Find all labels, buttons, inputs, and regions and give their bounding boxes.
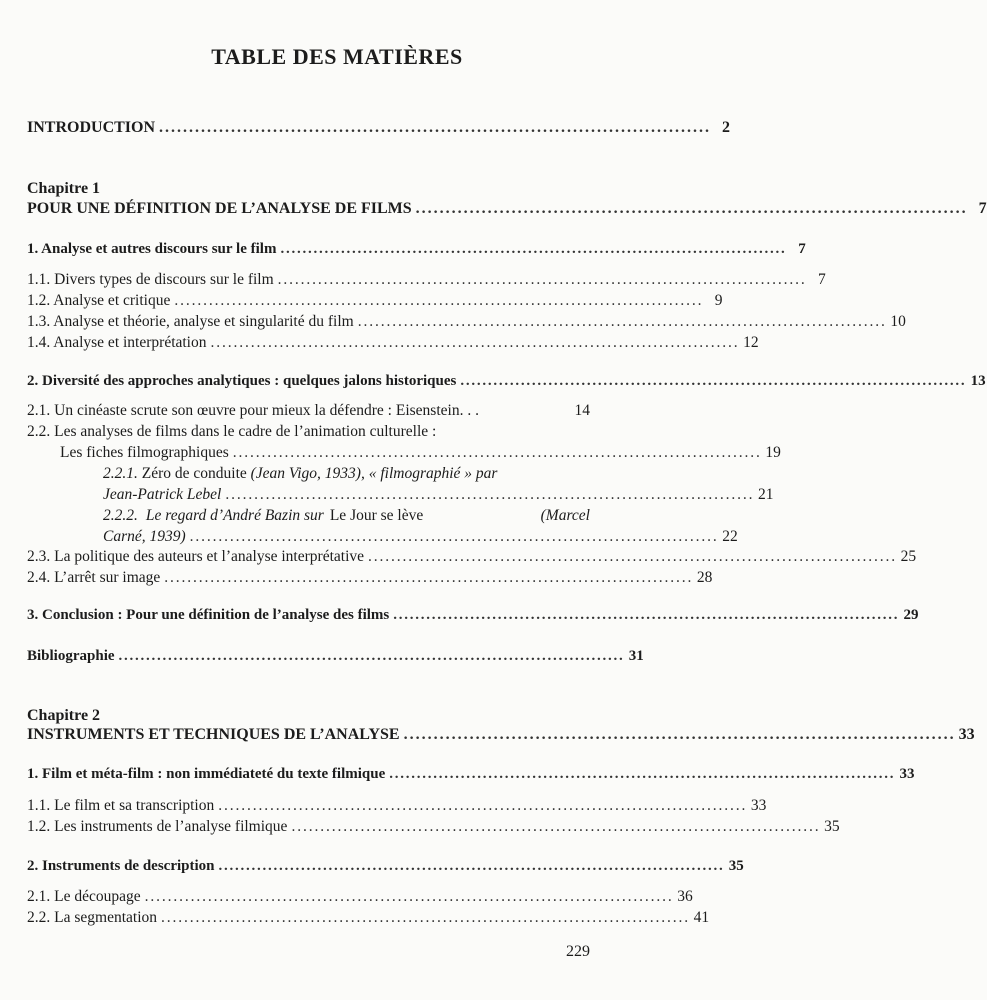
toc-entry-label: Jean-Patrick Lebel xyxy=(103,486,222,503)
toc-entry-page: 21 xyxy=(757,486,774,503)
toc-entry-label: 2.2. La segmentation xyxy=(27,909,157,926)
toc-subsection-line1: 2.2. Les analyses de films dans le cadre de l’animation culturelle : xyxy=(27,423,437,440)
toc-entry-page: 41 xyxy=(693,909,710,926)
toc-entry-label: POUR UNE DÉFINITION DE L’ANALYSE DE FILMS xyxy=(27,200,412,217)
toc-subsection xyxy=(27,569,713,587)
toc-entry-page: 7 xyxy=(978,200,987,217)
toc-entry-page: 25 xyxy=(900,548,917,565)
toc-entry-page: 13 xyxy=(970,373,986,389)
toc-entry-page: 7 xyxy=(798,241,806,257)
toc-entry-label: 2. Instruments de description xyxy=(27,858,215,874)
toc-section xyxy=(27,373,986,390)
toc-entry-label: 1.2. Les instruments de l’analyse filmique xyxy=(27,818,288,835)
toc-entry-label: Le regard d’André Bazin sur xyxy=(145,507,324,524)
toc-entry-label: (Jean Vigo, 1933), « filmographié » par xyxy=(246,465,498,482)
chapter-heading: Chapitre 2 xyxy=(27,707,101,724)
toc-subsection xyxy=(27,313,906,331)
toc-entry-label: 1.1. Le film et sa transcription xyxy=(27,797,215,814)
chapter-heading: Chapitre 1 xyxy=(27,180,101,197)
toc-entry-label: 1.3. Analyse et théorie, analyse et singularité du film xyxy=(27,313,354,330)
toc-entry-page: 2 xyxy=(722,119,731,136)
toc-subsubsection xyxy=(103,486,774,504)
toc-number: 2.2.2. xyxy=(103,507,138,524)
toc-entry-label: Bibliographie xyxy=(27,648,115,664)
toc-entry-label: 2.1. Le découpage xyxy=(27,888,141,905)
chapter-title xyxy=(27,200,987,218)
toc-entry-label: 2.1. Un cinéaste scrute son œuvre pour mieux la défendre : Eisenstein. . . xyxy=(27,402,479,419)
toc-entry-page: 9 xyxy=(714,292,723,309)
toc-entry-label: (Marcel xyxy=(540,507,590,524)
toc-subsubsection xyxy=(103,528,738,546)
film-title: Le Jour se lève xyxy=(329,507,424,524)
toc-subsection xyxy=(27,271,826,289)
toc-entry-label: 2. Diversité des approches analytiques : quelques jalons historiques xyxy=(27,373,457,389)
toc-section xyxy=(27,648,644,665)
toc-subsection xyxy=(27,888,693,906)
toc-subsection xyxy=(27,292,723,310)
toc-subsection xyxy=(60,444,781,462)
toc-entry-page: 19 xyxy=(765,444,781,461)
toc-entry-page: 33 xyxy=(899,766,915,782)
toc-entry-page: 12 xyxy=(743,334,759,351)
toc-entry-page: 29 xyxy=(903,607,919,623)
toc-entry-page: 31 xyxy=(628,648,644,664)
toc-entry-page: 14 xyxy=(574,402,590,419)
page-title: TABLE DES MATIÈRES xyxy=(211,44,463,69)
toc-entry-page: 28 xyxy=(696,569,713,586)
toc-entry-page: 36 xyxy=(677,888,693,905)
toc-subsection xyxy=(27,548,917,566)
toc-entry-label: 1. Analyse et autres discours sur le film xyxy=(27,241,277,257)
toc-entry-label: 2.3. La politique des auteurs et l’analyse interprétative xyxy=(27,548,365,565)
toc-entry-label: Carné, 1939) xyxy=(103,528,186,545)
toc-section xyxy=(27,858,744,875)
toc-entry-page: 22 xyxy=(722,528,738,545)
toc-section xyxy=(27,607,919,624)
toc-entry-label: 1.4. Analyse et interprétation xyxy=(27,334,207,351)
toc-entry-label: INSTRUMENTS ET TECHNIQUES DE L’ANALYSE xyxy=(27,726,400,743)
toc-entry-page: 35 xyxy=(824,818,840,835)
film-title: Zéro de conduite xyxy=(141,465,247,482)
page-number: 229 xyxy=(566,943,590,960)
toc-entry-label: 1.2. Analyse et critique xyxy=(27,292,171,309)
toc-entry-label: 3. Conclusion : Pour une définition de l’analyse des films xyxy=(27,607,390,623)
toc-subsection xyxy=(27,334,759,352)
toc-entry-page: 33 xyxy=(750,797,767,814)
toc-entry-page: 7 xyxy=(818,271,826,288)
toc-subsection xyxy=(27,909,710,927)
toc-entry-page: 33 xyxy=(958,726,975,743)
toc-subsection xyxy=(27,818,840,836)
toc-subsection xyxy=(27,797,767,815)
toc-number: 2.2.1. xyxy=(103,465,138,482)
toc-entry-page: 10 xyxy=(890,313,906,330)
chapter-title xyxy=(27,726,975,744)
toc-subsection xyxy=(27,402,590,420)
toc-section xyxy=(27,241,806,258)
toc-entry-label: INTRODUCTION xyxy=(27,119,156,136)
toc-entry-label: 1.1. Divers types de discours sur le film xyxy=(27,271,274,288)
toc-entry-introduction xyxy=(27,119,731,137)
toc-subsubsection-line1 xyxy=(103,507,590,525)
toc-section xyxy=(27,766,915,783)
toc-entry-label: 2.4. L’arrêt sur image xyxy=(27,569,161,586)
toc-entry-page: 35 xyxy=(728,858,744,874)
toc-subsubsection-line1 xyxy=(103,465,497,483)
toc-entry-label: 1. Film et méta-film : non immédiateté du texte filmique xyxy=(27,766,386,782)
toc-entry-label: Les fiches filmographiques xyxy=(60,444,229,461)
